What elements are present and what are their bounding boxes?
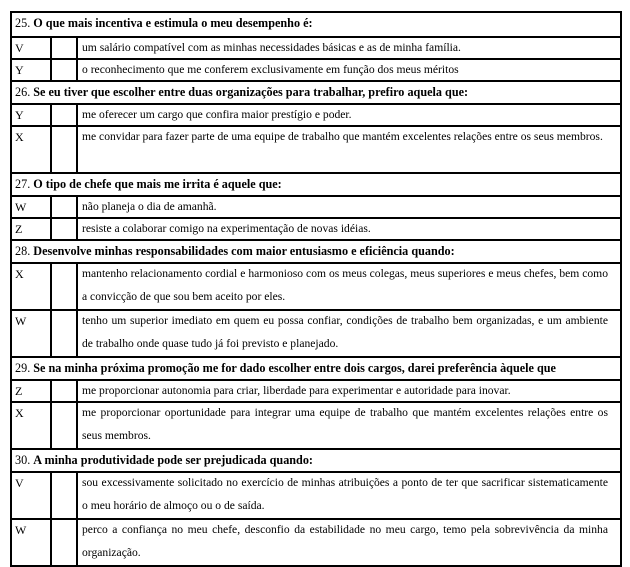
answer-cell[interactable]: [52, 381, 78, 401]
question-header: [12, 80, 620, 103]
option-row: [12, 103, 620, 125]
option-row: [12, 58, 620, 80]
question-header: [12, 239, 620, 262]
question-prompt: Se na minha próxima promoção me for dado escolher entre dois cargos, darei preferência àquele que: [33, 361, 556, 375]
answer-cell[interactable]: [52, 264, 78, 309]
option-row: [12, 401, 620, 448]
option-text: me convidar para fazer parte de uma equipe de trabalho que mantém excelentes relações entre os seus membros.: [82, 130, 603, 143]
option-text: me proporcionar autonomia para criar, liberdade para experimentar e autoridade para inovar.: [82, 384, 511, 397]
question-header: [12, 448, 620, 471]
option-letter: X: [12, 127, 52, 172]
option-letter: V: [12, 38, 52, 58]
answer-cell[interactable]: [52, 105, 78, 125]
question-prompt: Desenvolve minhas responsabilidades com maior entusiasmo e eficiência quando:: [33, 244, 455, 258]
option-row: [12, 518, 620, 565]
answer-cell[interactable]: [52, 403, 78, 448]
question-prompt: O que mais incentiva e estimula o meu desempenho é:: [33, 16, 313, 30]
question-number: 25.: [15, 16, 31, 30]
option-text: não planeja o dia de amanhã.: [82, 200, 217, 213]
option-text: o reconhecimento que me conferem exclusivamente em função dos meus méritos: [82, 63, 459, 76]
option-text: me oferecer um cargo que confira maior prestígio e poder.: [82, 108, 352, 121]
question-number: 28.: [15, 244, 31, 258]
question-prompt: O tipo de chefe que mais me irrita é aquele que:: [33, 177, 282, 191]
option-letter: X: [12, 403, 52, 448]
answer-cell[interactable]: [52, 473, 78, 518]
option-row: [12, 379, 620, 401]
question-prompt: Se eu tiver que escolher entre duas organizações para trabalhar, prefiro aquela que:: [33, 85, 469, 99]
option-letter: Y: [12, 60, 52, 80]
option-letter: Z: [12, 219, 52, 239]
option-letter: V: [12, 473, 52, 518]
option-text: me proporcionar oportunidade para integrar uma equipe de trabalho que mantém excelentes relações entre os seus membros.: [82, 406, 608, 442]
question-number: 27.: [15, 177, 31, 191]
question-number: 29.: [15, 361, 31, 375]
option-letter: W: [12, 311, 52, 356]
option-row: [12, 471, 620, 518]
questionnaire-table: [10, 11, 622, 567]
option-letter: W: [12, 197, 52, 217]
question-number: 26.: [15, 85, 31, 99]
answer-cell[interactable]: [52, 60, 78, 80]
option-text: tenho um superior imediato em quem eu possa confiar, condições de trabalho bem organizadas, e um ambiente de trabalho onde quase tudo já foi previsto e planejado.: [82, 314, 608, 350]
option-row: [12, 125, 620, 172]
question-number: 30.: [15, 453, 31, 467]
question-header: [12, 13, 620, 36]
option-text: resiste a colaborar comigo na experimentação de novas idéias.: [82, 222, 371, 235]
option-letter: W: [12, 520, 52, 565]
option-text: sou excessivamente solicitado no exercício de minhas atribuições a ponto de ter que sacrificar sistematicamente o meu horário de almoço ou o de saída.: [82, 476, 608, 512]
option-letter: Z: [12, 381, 52, 401]
option-text: um salário compatível com as minhas necessidades básicas e as de minha família.: [82, 41, 461, 54]
answer-cell[interactable]: [52, 311, 78, 356]
option-row: [12, 262, 620, 309]
option-letter: X: [12, 264, 52, 309]
option-row: [12, 195, 620, 217]
option-row: [12, 36, 620, 58]
question-prompt: A minha produtividade pode ser prejudicada quando:: [33, 453, 313, 467]
option-text: perco a confiança no meu chefe, desconfio da estabilidade no meu cargo, temo pela sobrevivência da minha organização.: [82, 523, 608, 559]
option-letter: Y: [12, 105, 52, 125]
option-row: [12, 309, 620, 356]
answer-cell[interactable]: [52, 197, 78, 217]
question-header: [12, 356, 620, 379]
question-header: [12, 172, 620, 195]
option-row: [12, 217, 620, 239]
option-text: mantenho relacionamento cordial e harmonioso com os meus colegas, meus superiores e meus chefes, bem como a convicção de que sou bem aceito por eles.: [82, 267, 608, 303]
answer-cell[interactable]: [52, 127, 78, 172]
answer-cell[interactable]: [52, 520, 78, 565]
answer-cell[interactable]: [52, 38, 78, 58]
answer-cell[interactable]: [52, 219, 78, 239]
